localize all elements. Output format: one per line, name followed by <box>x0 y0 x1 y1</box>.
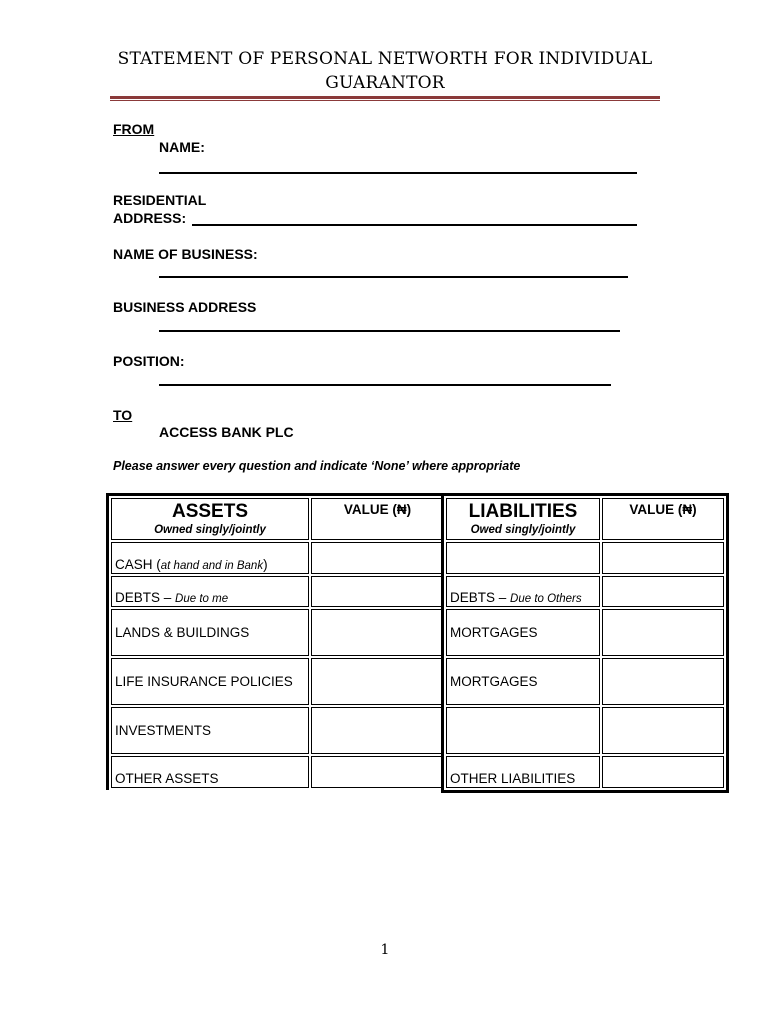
liabilities-header-cell <box>446 498 600 540</box>
asset-row-label: OTHER ASSETS <box>111 756 309 788</box>
assets-title: ASSETS <box>171 501 249 522</box>
assets-header-cell <box>111 498 309 540</box>
position-label: POSITION: <box>113 353 185 369</box>
position-field[interactable] <box>159 384 611 386</box>
asset-row-label: INVESTMENTS <box>111 707 309 754</box>
asset-other-value[interactable] <box>311 756 444 788</box>
liability-row-label <box>446 707 600 754</box>
liabilities-value-header: VALUE (₦) <box>602 498 724 540</box>
assets-value-header: VALUE (₦) <box>311 498 444 540</box>
business-address-label: BUSINESS ADDRESS <box>113 299 257 315</box>
document-title: STATEMENT OF PERSONAL NETWORTH FOR INDIVIDUAL GUARANTOR <box>117 49 653 93</box>
liability-debts-value[interactable] <box>602 576 724 607</box>
asset-row-label: DEBTS – Due to me <box>111 576 309 607</box>
business-name-label: NAME OF BUSINESS: <box>113 246 258 262</box>
liability-blank-value[interactable] <box>602 542 724 574</box>
residential-label: RESIDENTIAL <box>113 192 207 208</box>
liabilities-subtitle: Owed singly/jointly <box>470 524 576 536</box>
liability-blank-2-value[interactable] <box>602 707 724 754</box>
liability-row-label: OTHER LIABILITIES <box>446 756 600 788</box>
from-label: FROM <box>113 121 155 137</box>
asset-debts-value[interactable] <box>311 576 444 607</box>
asset-insurance-value[interactable] <box>311 658 444 705</box>
liability-other-value[interactable] <box>602 756 724 788</box>
business-address-field[interactable] <box>159 330 620 332</box>
asset-investments-value[interactable] <box>311 707 444 754</box>
name-field[interactable] <box>159 172 637 174</box>
liability-mortgage-2-value[interactable] <box>602 658 724 705</box>
liability-row-label: DEBTS – Due to Others <box>446 576 600 607</box>
liabilities-title: LIABILITIES <box>468 501 578 522</box>
assets-subtitle: Owned singly/jointly <box>154 524 266 536</box>
asset-lands-value[interactable] <box>311 609 444 656</box>
name-label: NAME: <box>159 139 205 155</box>
assets-table <box>106 493 446 790</box>
recipient-name: ACCESS BANK PLC <box>159 424 294 440</box>
page-number: 1 <box>380 942 390 958</box>
liability-row-label: MORTGAGES <box>446 658 600 705</box>
title-divider-thin <box>110 100 660 101</box>
instruction-text: Please answer every question and indicate ‘None’ where appropriate <box>113 459 521 473</box>
title-divider <box>110 96 660 99</box>
asset-row-label: LIFE INSURANCE POLICIES <box>111 658 309 705</box>
asset-cash-value[interactable] <box>311 542 444 574</box>
business-name-field[interactable] <box>159 276 628 278</box>
liability-mortgage-value[interactable] <box>602 609 724 656</box>
to-label: TO <box>113 407 133 423</box>
liabilities-table <box>441 493 729 793</box>
liability-row-label <box>446 542 600 574</box>
asset-row-label: CASH (at hand and in Bank) <box>111 542 309 574</box>
residential-address-field[interactable] <box>192 224 637 226</box>
liability-row-label: MORTGAGES <box>446 609 600 656</box>
asset-row-label: LANDS & BUILDINGS <box>111 609 309 656</box>
address-label: ADDRESS: <box>113 210 187 226</box>
